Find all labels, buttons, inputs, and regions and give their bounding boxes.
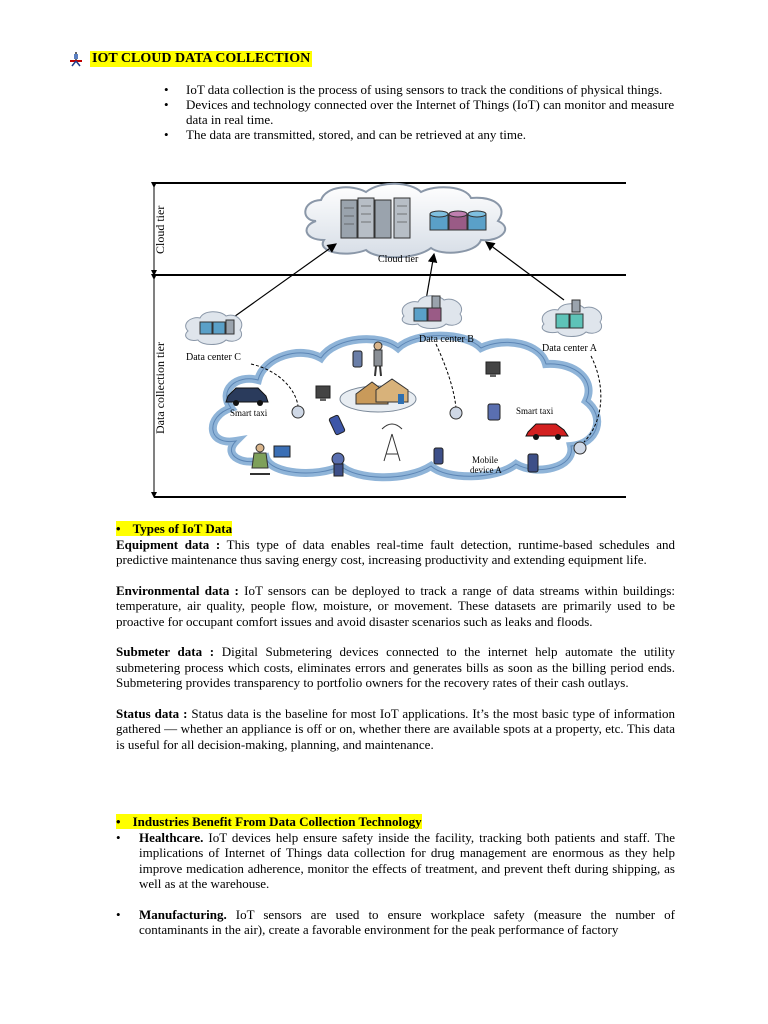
data-center-b-label: Data center B [419,334,474,345]
data-collection-tier-label: Data collection tier [153,342,167,434]
page-title: IOT CLOUD DATA COLLECTION [92,51,311,66]
phone-icon [434,448,443,464]
iot-architecture-diagram [136,176,632,502]
data-center-a-label: Data center A [542,343,597,354]
industries-section [116,814,675,938]
industries-heading: • Industries Benefit From Data Collection Technology [116,814,422,829]
intro-bullet: • Devices and technology connected over the Internet of Things (IoT) can monitor and measure data in real time. [164,97,684,127]
cloud-tier-label: Cloud tier [153,205,167,254]
data-center-b-icon [402,296,461,329]
types-heading: • Types of IoT Data [116,521,233,536]
server-rack-icon [341,198,410,238]
sensor-node [292,406,304,418]
sensor-node [450,407,462,419]
mobile-device-label: Mobile device A [470,455,502,475]
handheld-device-icon [332,453,344,476]
type-paragraph-status: Status data : Status data is the baseline for most IoT applications. It’s the most basic type of information gathered — whether an appliance is off or on, whether there are available spots at a property, etc. This data is useful for all decision-making, planning, and maintenance. [116,705,675,752]
sensor-node [574,442,586,454]
intro-bullet: • IoT data collection is the process of using sensors to track the conditions of physical things. [164,82,684,97]
data-center-a-icon [542,300,601,337]
data-center-c-icon [186,312,242,345]
type-paragraph-submeter: Submeter data : Digital Submetering devices connected to the internet help automate the utility submetering process which costs, eliminates errors and generates bills as soon as the billing period ends. Submetering provides transparency to portfolio owners for the recovery rates of their cash outlays. [116,644,675,690]
smart-taxi-left-label: Smart taxi [230,408,268,418]
pin-icon [68,51,84,67]
industry-item-healthcare: • Healthcare. IoT devices help ensure safety inside the facility, tracking both patients and staff. The implications of Internet of Things data collection for drug management are enormous as they help improve medication adherence, monitor the effects of treatment, and prevent theft during shipping, as well as at the warehouse. [116,829,675,891]
types-section [116,521,675,767]
database-cylinders-icon [430,211,486,230]
title-row [68,51,312,67]
intro-bullet-list [164,82,684,142]
data-center-c-label: Data center C [186,352,241,363]
pda-icon [488,404,500,420]
mobile-device-a-icon [528,454,538,472]
industry-item-manufacturing: • Manufacturing. IoT sensors are used to ensure workplace safety (measure the number of contaminants in the air), create a favorable environment for the peak performance of factory [116,906,675,937]
type-paragraph-environmental: Environmental data : IoT sensors can be deployed to track a range of data streams within buildings: temperature, air quality, people flow, moisture, or movement. These datasets are primarily used to be proactive for occupant comfort issues and avoid disaster scenarios such as leaks and floods. [116,582,675,629]
mobile-phone-icon [353,351,362,367]
smart-taxi-right-label: Smart taxi [516,406,554,416]
type-paragraph-equipment: Equipment data : This type of data enables real-time fault detection, runtime-based schedules and predictive maintenance thus saving energy cost, increasing productivity and extending equipment life. [116,536,675,567]
intro-bullet: • The data are transmitted, stored, and can be retrieved at any time. [164,127,684,142]
cloud-tier-caption: Cloud tier [378,254,419,265]
